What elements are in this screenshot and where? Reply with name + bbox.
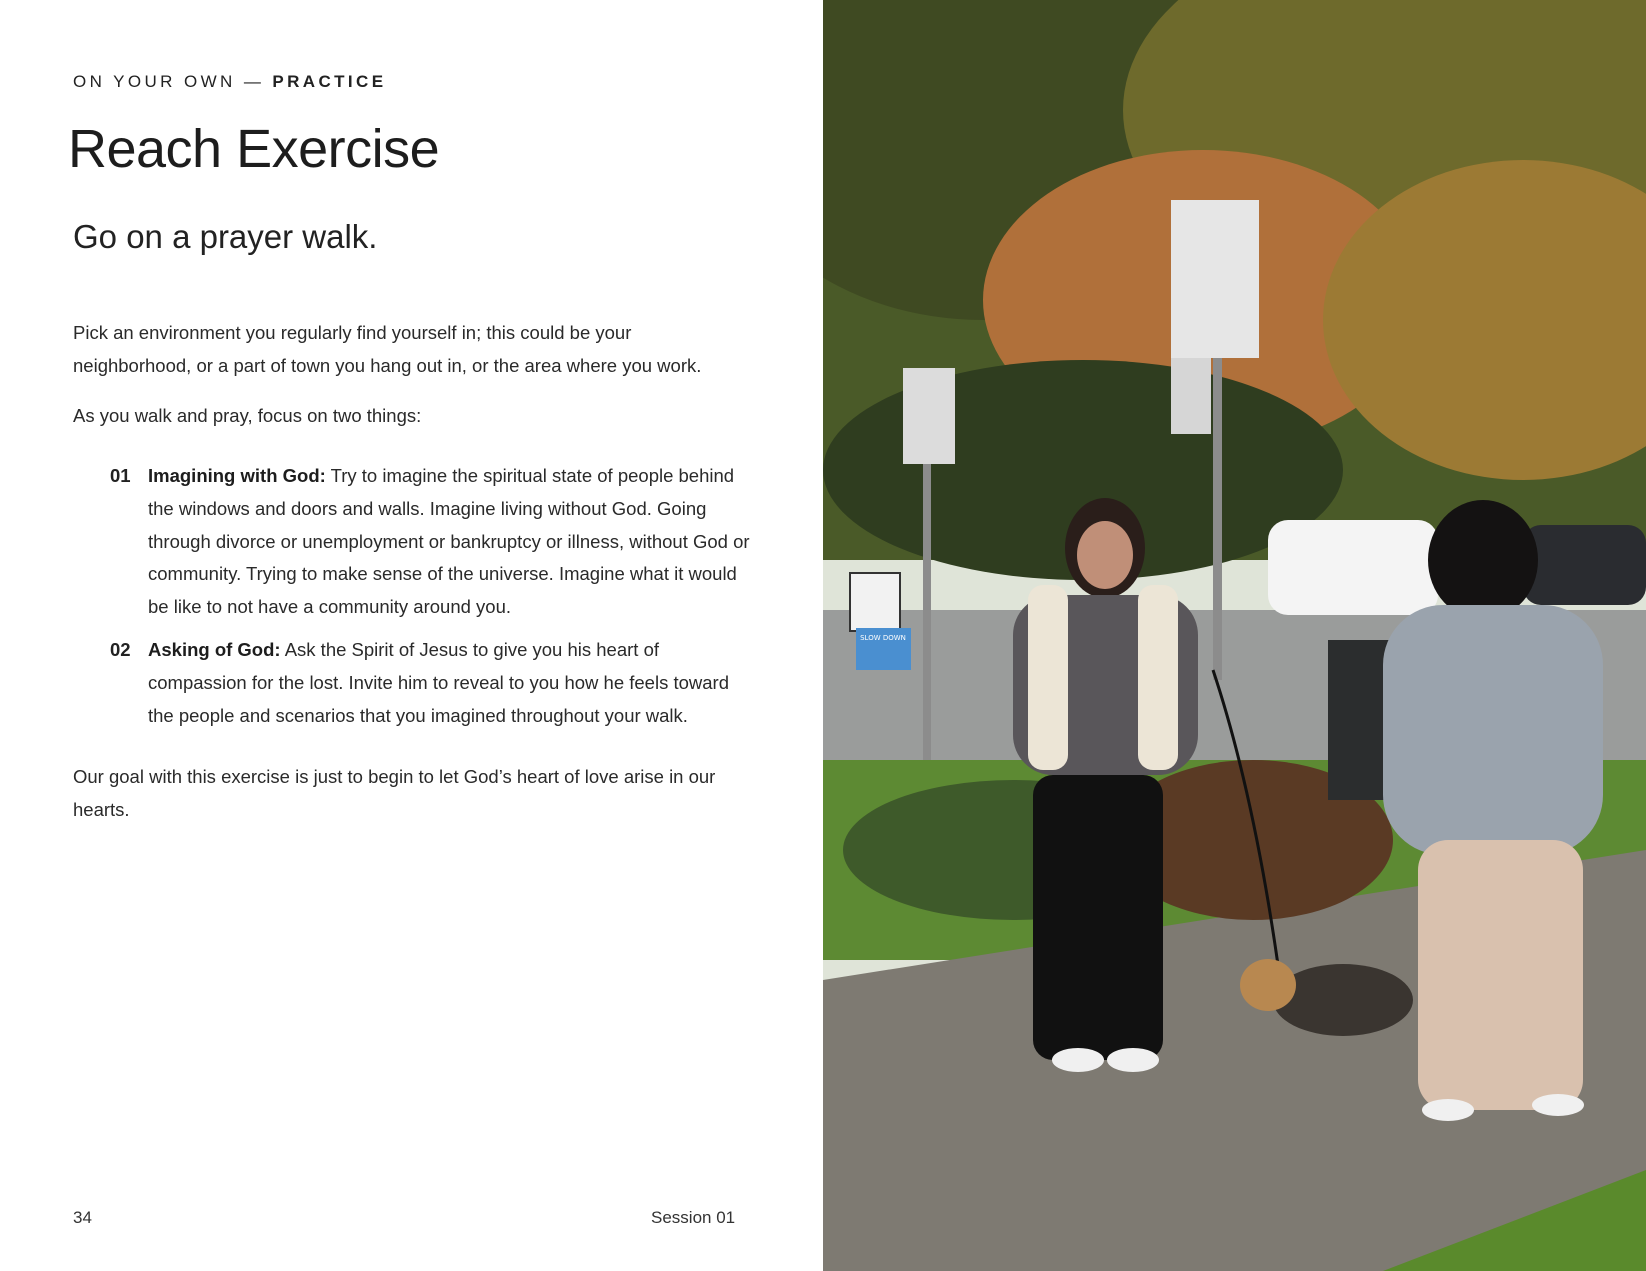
intro-paragraph: Pick an environment you regularly find yourself in; this could be your neighborhood, or a part of town you hang out in, or the area where you work. — [73, 322, 702, 376]
slow-down-sign-text: SLOW DOWN — [860, 634, 906, 642]
page-number: 34 — [73, 1208, 92, 1227]
list-number: 02 — [110, 638, 131, 660]
person-left-face — [1077, 521, 1133, 589]
eyebrow-section: ON YOUR OWN — — [73, 72, 273, 91]
section-eyebrow — [73, 72, 386, 92]
person-left-vest — [1028, 585, 1068, 770]
goal-paragraph: Our goal with this exercise is just to begin to let God’s heart of love arise in our hearts. — [73, 766, 716, 820]
eyebrow-label: PRACTICE — [272, 72, 387, 91]
dog-body — [1273, 964, 1413, 1036]
photo-illustration — [823, 0, 1646, 1271]
white-car — [1268, 520, 1438, 615]
prayer-walk-photo — [823, 0, 1646, 1271]
list-item — [110, 460, 750, 624]
sign-board-small — [1171, 358, 1211, 434]
person-left-vest-right — [1138, 585, 1178, 770]
person-right-hoodie — [1383, 605, 1603, 855]
person-left-shoe-right — [1107, 1048, 1159, 1072]
session-label: Session 01 — [651, 1208, 736, 1227]
list-lead: Asking of God: — [148, 638, 281, 660]
person-left-pants — [1033, 775, 1163, 1060]
page-title: Reach Exercise — [68, 119, 440, 179]
focus-list — [110, 460, 750, 742]
list-text: Ask the Spirit of Jesus to give you his heart of compassion for the lost. Invite him to reveal to you how he feels toward the people and scenarios that you imagined throughout your walk. — [148, 638, 729, 726]
focus-paragraph: As you walk and pray, focus on two things: — [73, 405, 422, 426]
list-text: Try to imagine the spiritual state of people behind the windows and doors and walls. Imagine living without God. Going through divorce or unemployment or bankruptcy or illness, without God or community. Trying to make sense of the universe. Imagine what it would be like to not have a community around you. — [148, 465, 750, 618]
page-subtitle: Go on a prayer walk. — [73, 218, 378, 255]
sign-board-center — [1171, 200, 1259, 358]
person-right-shoe — [1422, 1099, 1474, 1121]
turn-sign — [850, 573, 900, 631]
dog-head — [1240, 959, 1296, 1011]
person-right-pants — [1418, 840, 1583, 1110]
person-left-shoe — [1052, 1048, 1104, 1072]
list-number: 01 — [110, 465, 131, 486]
person-right-shoe-right — [1532, 1094, 1584, 1116]
sign-board-left — [903, 368, 955, 464]
person-right-hair — [1428, 500, 1538, 620]
list-item — [110, 634, 750, 732]
dark-car — [1523, 525, 1646, 605]
list-lead: Imagining with God: — [148, 465, 326, 486]
